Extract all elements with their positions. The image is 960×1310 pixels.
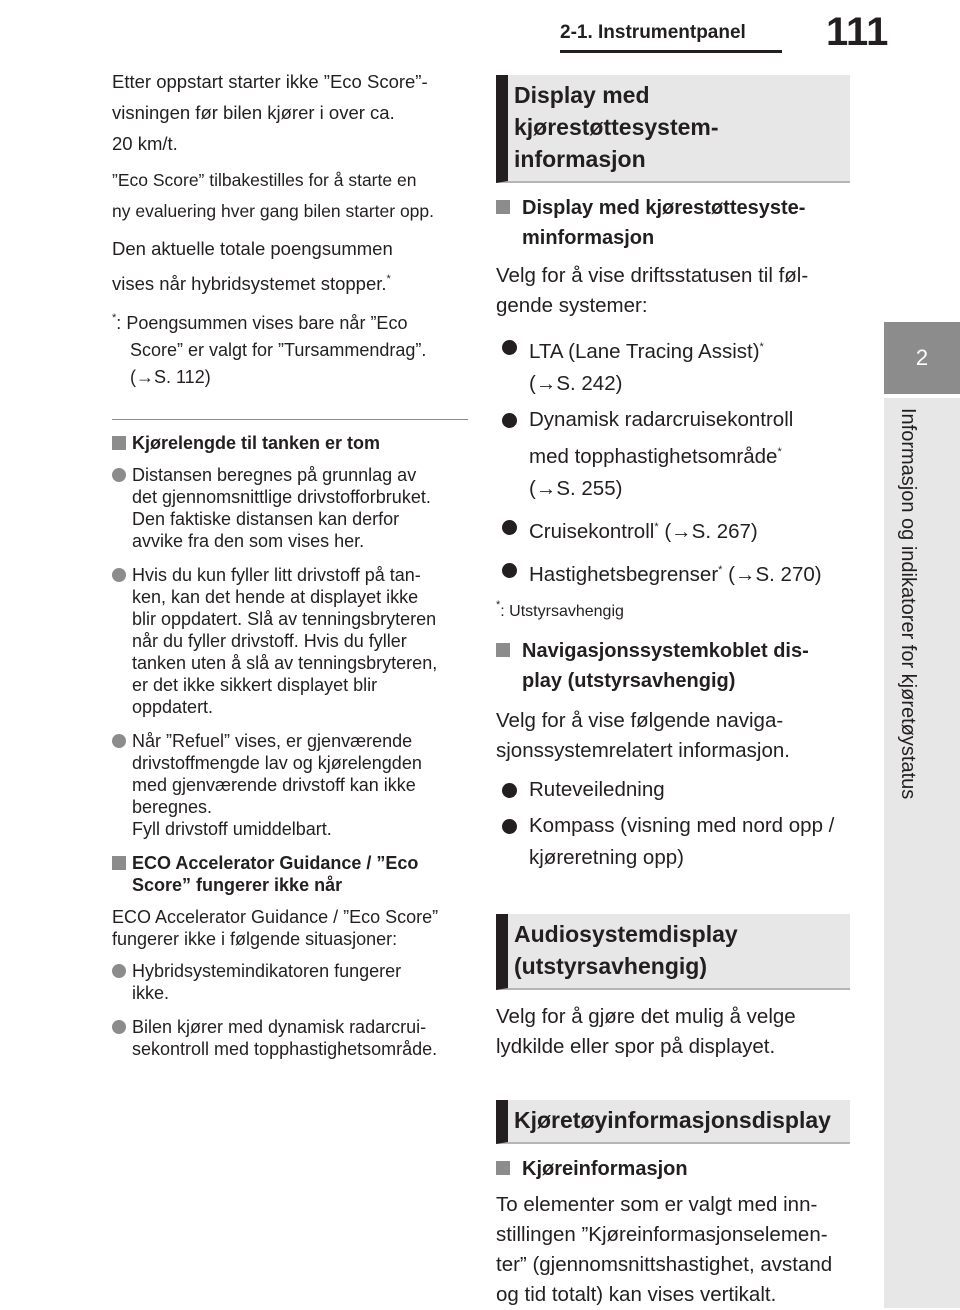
square-bullet-icon xyxy=(496,643,510,657)
section-heading: Kjøretøyinformasjonsdisplay xyxy=(496,1100,850,1144)
subheading: Display med kjørestøttesyste- minformasjon xyxy=(496,193,850,253)
list-item: Kompass (visning med nord opp / kjøreretning opp) xyxy=(496,810,850,874)
list-item: Hvis du kun fyller litt drivstoff på tan- ken, kan det hende at displayet ikke blir oppdatert. Slå av tenningsbryteren når du fyller drivstoff. Hvis du fyller tanken uten å slå av tenningsbryteren, er det ikke sikkert displayet blir oppdatert. xyxy=(112,564,468,718)
section-heading: Display med kjørestøttesystem- informasjon xyxy=(496,75,850,183)
right-column xyxy=(496,75,850,1310)
left-column xyxy=(112,66,468,1072)
square-bullet-icon xyxy=(112,856,126,870)
paragraph: Etter oppstart starter ikke ”Eco Score”- visningen før bilen kjører i over ca. 20 km/t. xyxy=(112,71,428,154)
page-number: 111 xyxy=(826,10,889,54)
circle-bullet-icon xyxy=(112,734,126,748)
circle-bullet-icon xyxy=(112,468,126,482)
subheading: Kjøreinformasjon xyxy=(496,1154,850,1184)
bullet-dot-icon xyxy=(502,520,517,535)
chapter-tab-number: 2 xyxy=(884,322,960,394)
chapter-tab xyxy=(884,398,960,1308)
list-item: Når ”Refuel” vises, er gjenværende drivstoffmengde lav og kjørelengden med gjenværende drivstoff kan ikke beregnes. Fyll drivstoff umiddelbart. xyxy=(112,730,468,840)
list-item: Ruteveiledning xyxy=(496,774,850,806)
list-item: LTA (Lane Tracing Assist)* (→S. 242) xyxy=(496,331,850,400)
paragraph: To elementer som er valgt med inn- stillingen ”Kjøreinformasjonselemen- ter” (gjennomsnittshastighet, avstand og tid totalt) kan vises vertikalt. xyxy=(496,1193,833,1306)
subheading: Kjørelengde til tanken er tom xyxy=(112,432,468,454)
section-title: 2-1. Instrumentpanel xyxy=(560,22,746,43)
square-bullet-icon xyxy=(496,200,510,214)
paragraph: Velg for å vise driftsstatusen til føl- gende systemer: xyxy=(496,264,809,317)
circle-bullet-icon xyxy=(112,1020,126,1034)
circle-bullet-icon xyxy=(112,568,126,582)
header-underline xyxy=(560,50,782,53)
bullet-dot-icon xyxy=(502,563,517,578)
paragraph: ECO Accelerator Guidance / ”Eco Score” fungerer ikke i følgende situasjoner: xyxy=(112,907,439,949)
divider xyxy=(112,419,468,420)
bullet-dot-icon xyxy=(502,783,517,798)
paragraph: Den aktuelle totale poengsummen vises når hybridsystemet stopper.* xyxy=(112,238,393,294)
square-bullet-icon xyxy=(112,436,126,450)
list-item: Cruisekontroll* (→S. 267) xyxy=(496,511,850,548)
list-item: Distansen beregnes på grunnlag av det gjennomsnittlige drivstofforbruket. Den faktiske distansen kan derfor avvike fra den som vises her. xyxy=(112,464,468,552)
square-bullet-icon xyxy=(496,1161,510,1175)
list-item: Hastighetsbegrenser* (→S. 270) xyxy=(496,554,850,591)
section-heading: Audiosystemdisplay (utstyrsavhengig) xyxy=(496,914,850,990)
list-item: Dynamisk radarcruisekontroll med topphastighetsområde* (→S. 255) xyxy=(496,404,850,505)
bullet-dot-icon xyxy=(502,340,517,355)
list-item: Bilen kjører med dynamisk radarcrui- sekontroll med topphastighetsområde. xyxy=(112,1016,468,1060)
footnote: *: Utstyrsavhengig xyxy=(496,599,624,620)
bullet-dot-icon xyxy=(502,413,517,428)
paragraph: Velg for å vise følgende naviga- sjonssystemrelatert informasjon. xyxy=(496,709,790,762)
circle-bullet-icon xyxy=(112,964,126,978)
subheading: Navigasjonssystemkoblet dis- play (utstyrsavhengig) xyxy=(496,636,850,696)
chapter-tab-label: Informasjon og indikatorer for kjøretøystatus xyxy=(897,408,919,800)
list-item: Hybridsystemindikatoren fungerer ikke. xyxy=(112,960,468,1004)
bullet-dot-icon xyxy=(502,819,517,834)
subheading: ECO Accelerator Guidance / ”Eco Score” fungerer ikke når xyxy=(112,852,468,896)
paragraph: Velg for å gjøre det mulig å velge lydkilde eller spor på displayet. xyxy=(496,1005,796,1058)
paragraph: ”Eco Score” tilbakestilles for å starte en ny evaluering hver gang bilen starter opp. xyxy=(112,170,435,221)
footnote: *: Poengsummen vises bare når ”Eco Score” er valgt for ”Tursammendrag”. (→S. 112) xyxy=(112,312,427,387)
